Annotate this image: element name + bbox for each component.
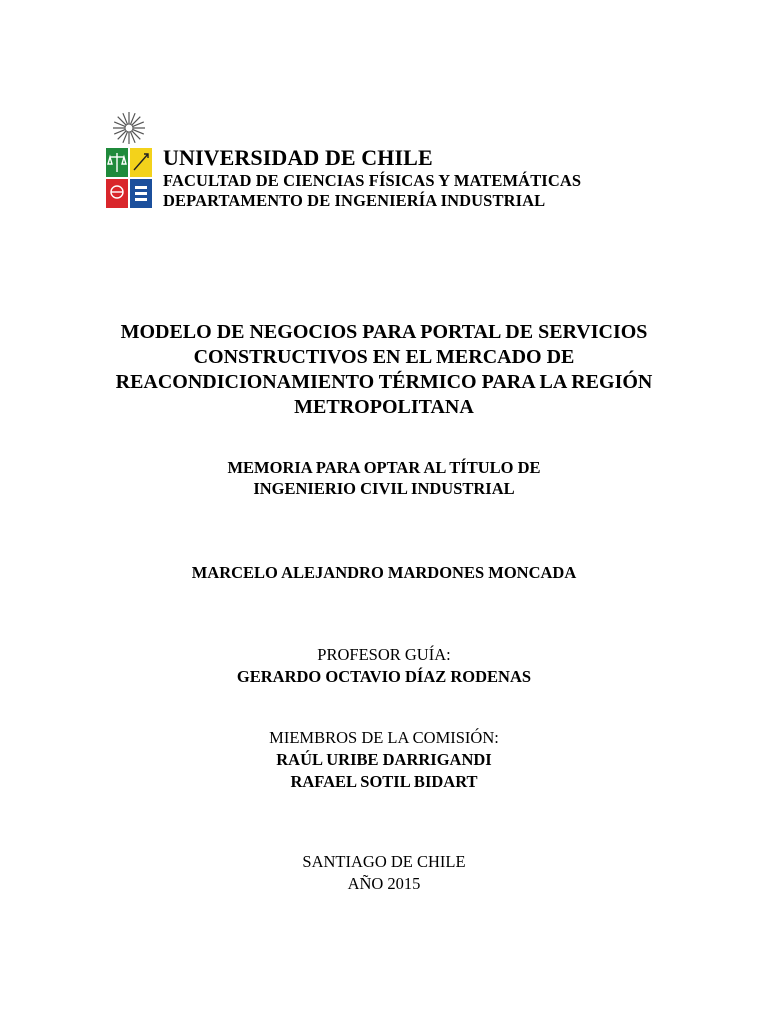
advisor-block bbox=[0, 644, 768, 688]
city: SANTIAGO DE CHILE bbox=[302, 852, 466, 871]
committee-member: RAÚL URIBE DARRIGANDI bbox=[276, 750, 492, 769]
title-line: METROPOLITANA bbox=[294, 396, 474, 418]
department-name: DEPARTAMENTO DE INGENIERÍA INDUSTRIAL bbox=[163, 191, 546, 210]
advisor-name: GERARDO OCTAVIO DÍAZ RODENAS bbox=[236, 667, 532, 686]
institution-header bbox=[163, 145, 723, 211]
thesis-title bbox=[0, 320, 768, 420]
faculty-name: FACULTAD DE CIENCIAS FÍSICAS Y MATEMÁTICAS bbox=[163, 171, 582, 190]
author-block bbox=[0, 562, 768, 583]
purpose-line: MEMORIA PARA OPTAR AL TÍTULO DE bbox=[227, 458, 541, 477]
title-line: MODELO DE NEGOCIOS PARA PORTAL DE SERVICIOS bbox=[120, 321, 648, 343]
thesis-purpose bbox=[0, 457, 768, 499]
committee-member: RAFAEL SOTIL BIDART bbox=[290, 772, 478, 791]
footer-block bbox=[0, 851, 768, 895]
university-crest-icon bbox=[104, 110, 154, 210]
title-line: REACONDICIONAMIENTO TÉRMICO PARA LA REGIÓN bbox=[115, 371, 653, 393]
author-name: MARCELO ALEJANDRO MARDONES MONCADA bbox=[191, 563, 577, 582]
committee-label: MIEMBROS DE LA COMISIÓN: bbox=[269, 728, 499, 747]
advisor-label: PROFESOR GUÍA: bbox=[317, 645, 451, 664]
purpose-line: INGENIERIO CIVIL INDUSTRIAL bbox=[253, 479, 515, 498]
committee-block bbox=[0, 727, 768, 793]
title-line: CONSTRUCTIVOS EN EL MERCADO DE bbox=[193, 346, 575, 368]
year: AÑO 2015 bbox=[347, 874, 421, 893]
crest-red-quadrant bbox=[106, 179, 128, 208]
university-name: UNIVERSIDAD DE CHILE bbox=[163, 145, 433, 170]
